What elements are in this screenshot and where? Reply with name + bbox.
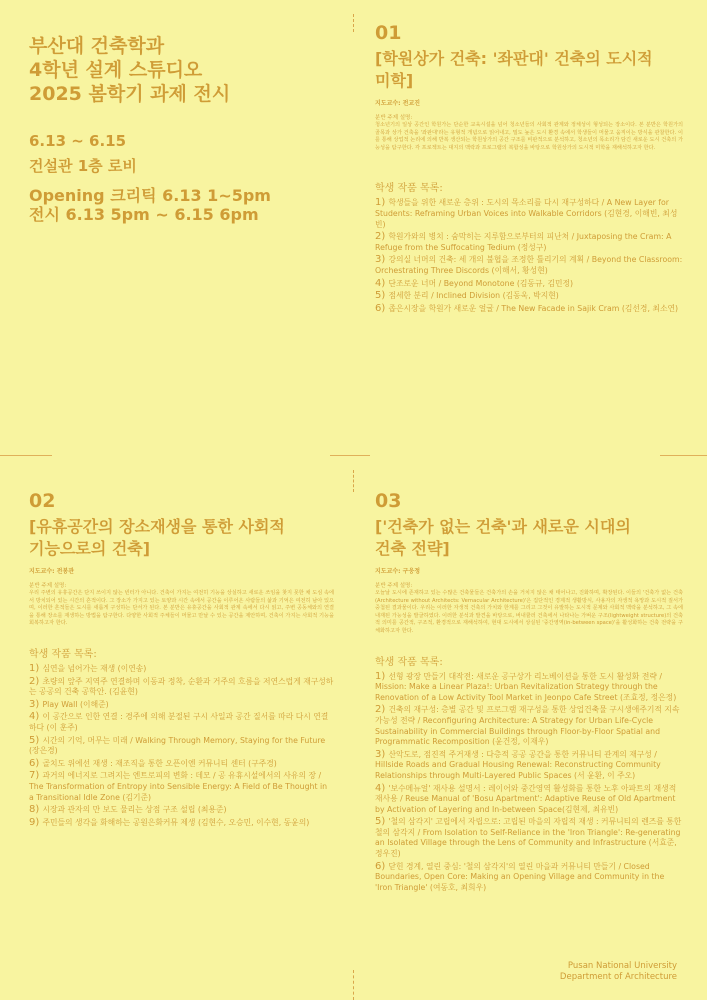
section-title-line: 미학] [375, 71, 414, 90]
work-item: 3) 산악도로, 점진적 주거재생 : 다층적 공공 공간을 통한 커뮤니티 관계의 재구성 / Hillside Roads and Gradual Housing Renewal: Reconstructing Community Relationships through Multi-Layered Public Spaces (서 윤환, 이 주오) [375, 748, 661, 780]
section-title-line: [학원상가 건축: '좌판대' 건축의 도시적 [375, 49, 653, 68]
divider [353, 470, 354, 492]
section-number: 01 [375, 22, 402, 44]
section-professor: 지도교수: 전교진 [375, 100, 421, 107]
works-list-label: 학생 작품 목록: [375, 656, 443, 668]
work-item: 6) 골치도 위에선 재생 : 재조직을 통한 오픈이엔 커뮤니티 센터 (구주경) [29, 757, 277, 769]
section-description-label: 분반 주제 설명: [29, 583, 67, 589]
work-item: 3) Play Wall (이해준) [29, 698, 109, 710]
divider [0, 455, 52, 456]
work-item: 2) 학원가와의 병치 : 숨막히는 지루함으로부터의 피난처 / Juxtaposing the Cram: A Refuge from the Suffocating Tedium (정성구) [375, 231, 672, 252]
work-item: 6) 좁은시장을 학원가 새로운 얼굴 / The New Facade in Sajik Cram (김선경, 최소연) [375, 302, 679, 314]
footer-institution [437, 961, 677, 983]
divider [353, 14, 354, 32]
section-professor: 지도교수: 구웅정 [375, 568, 421, 575]
work-item: 5) 시간의 기억, 머무는 미래 / Walking Through Memory, Staying for the Future (장은경) [29, 734, 326, 756]
work-item: 8) 시장과 관자의 만 보도 물리는 상점 구조 설립 (최용준) [29, 804, 227, 816]
exhibition-time: 전시 6.13 5pm ~ 6.15 6pm [29, 205, 259, 224]
work-item: 4) 이 공간으로 인한 연결 : 경주에 의해 분절된 구시 사일과 공간 질서를 따라 다시 연결하다 (이 훈주) [29, 711, 329, 732]
department-name: Department of Architecture [559, 972, 677, 982]
exhibition-header [29, 34, 329, 224]
section-description-label: 분반 주제 설명: [375, 115, 413, 121]
exhibition-date: 6.13 ~ 6.15 [29, 132, 127, 150]
work-item: 4) '보수메뉴얼' 재사용 설명서 : 레이어와 중간영역 활성화를 통한 노후 아파트의 재생적 재사용 / Reuse Manual of 'Bosu Apartment': Adaptive Reuse of Old Apartment by Activation of Layering and In-between Space(김현제, 최유빈) [375, 782, 677, 814]
header-title-line: 부산대 건축학과 [29, 35, 165, 57]
divider [353, 970, 354, 1000]
work-item: 9) 주민들의 생각을 화해하는 공원은화커뮤 제생 (김현수, 오승민, 이수현, 동윤의) [29, 816, 310, 828]
section-01 [375, 22, 683, 316]
section-number: 03 [375, 490, 402, 512]
section-description: 청소년기의 일상 공간인 학원가는 단순한 교육시설을 넘어 청소년들의 사회적 관계와 정체성이 형성되는 장소이다. 본 분반은 학원가의 골목과 상가 건축을 '좌판대'라는 유형적 개념으로 읽어내고, 밀도 높은 도시 환경 속에서 학생들이 머물고 움직이는 방식을 관찰한다. 이를 통해 상업적 논리에 의해 반복 생산되는 학원상가의 공간 구조를 비판적으로 분석하고, 청소년의 목소리가 담긴 새로운 도시 건축의 가능성을 탐구한다. 각 프로젝트는 대지의 맥락과 프로그램의 복합성을 바탕으로 학원상가의 도시적 미학을 재해석하고자 한다. [375, 122, 683, 151]
section-title-line: 건축 전략] [375, 539, 450, 558]
section-professor: 지도교수: 전봉관 [29, 568, 75, 575]
section-03 [375, 490, 683, 895]
exhibition-venue: 건설관 1층 로비 [29, 157, 137, 175]
divider [660, 455, 707, 456]
header-title-line: 4학년 설계 스튜디오 [29, 59, 203, 81]
section-title-line: [유휴공간의 장소재생을 통한 사회적 [29, 517, 285, 536]
work-item: 6) 닫힌 경계, 열린 중심: '철의 삼각지'의 열린 마을과 커뮤니티 만들기 / Closed Boundaries, Open Core: Making an Opening Village and Community in the 'Iron Triangle' (여동호, 최희우) [375, 860, 665, 892]
divider [330, 455, 370, 456]
university-name: Pusan National University [567, 961, 677, 971]
section-02 [29, 490, 334, 830]
section-number: 02 [29, 490, 56, 512]
work-item: 4) 단조로운 너머 / Beyond Monotone (김동규, 김민정) [375, 277, 574, 289]
work-item: 5) '철의 삼각지' 고립에서 자립으로: 고립된 마을의 자립적 재생 : 커뮤니티의 렌즈를 통한 철의 삼각지 / From Isolation to Self-Reliance in the 'Iron Triangle': Re-generating an Isolated Village through the Lens of Community and Infrastructure (서효준, 정우진) [375, 816, 682, 859]
work-item: 3) 강의실 너머의 건축: 세 개의 불협을 조정한 틀리기의 계획 / Beyond the Classroom: Orchestrating Three Discords (이해서, 황성현) [375, 254, 683, 275]
section-title-line: 기능으로의 건축] [29, 539, 151, 558]
header-title-line: 2025 봄학기 과제 전시 [29, 83, 231, 105]
work-item: 5) 점세한 분리 / Inclined Division (김동욱, 박지현) [375, 290, 559, 302]
section-description: 우리 주변의 유휴공간은 단지 쓰이지 않는 빈터가 아니다. 건축이 가지는 여전히 기능을 상실하고 새로운 쓰임을 찾지 못한 채 도심 속에서 방치되어 있는 시간의 흔적이다. 그 장소가 가지고 있는 토양과 시간 속에서 공간을 이루어온 사람들의 삶과 기억은 여전히 남아 있으며, 이러한 흔적들은 도시를 새롭게 구성하는 단서가 된다. 본 분반은 유휴공간을 사회적 관계 속에서 다시 읽고, 주변 공동체와의 연결을 통해 장소를 재생하는 방법을 탐구한다. 다양한 사회적 주체들이 머물고 만날 수 있는 공간을 제안하며, 건축이 가지는 사회적 기능을 회복하고자 한다. [29, 590, 334, 627]
work-item: 7) 과거의 에너지로 그려지는 엔트로피의 변화 : 데모 / 공 유휴시설에서의 사유의 장 / The Transformation of Entropy into Sensible Energy: A Field of Be Thought in a Transitional Idle Zone (김기준) [29, 770, 328, 802]
work-item: 2) 초량의 앞주 지역주 연결하며 이동과 정착, 순환과 거주의 흐름을 저연스럽게 재구성하는 공공의 건축 공학안. (김윤현) [29, 675, 334, 697]
section-title-line: ['건축가 없는 건축'과 새로운 시대의 [375, 517, 631, 536]
work-item: 1) 선형 광장 만들기 대작전: 새로운 공구상가 리노베이션을 통한 도시 활성화 전략 / Mission: Make a Linear Plaza!: Urban Revitalization Strategy through the Renovation of a Low Activity Tool Market in Jeonpo Cafe Street (조효정, 정은정) [375, 670, 677, 702]
section-description-label: 분반 주제 설명: [375, 583, 413, 589]
work-item: 1) 심연을 넘어가는 재생 (이연송) [29, 662, 147, 674]
works-list-label: 학생 작품 목록: [375, 183, 443, 195]
work-item: 2) 건축의 재구성: 층별 공간 및 프로그램 재구성을 통한 상업건축물 구시생애주기적 지속가능성 전략 / Reconfiguring Architecture: A Strategy for Urban Life-Cycle Sustainability in Commercial Buildings through Floor-by-Floor Spatial and Programmatic Recomposition (윤건정, 이재우) [375, 704, 680, 747]
works-list-label: 학생 작품 목록: [29, 648, 97, 660]
work-item: 1) 학생들을 위한 새로운 층위 : 도시의 목소리를 다시 재구성하다 / A New Layer for Students: Reframing Urban Voices into Walkable Corridors (김현경, 이해빈, 최성빈) [375, 197, 678, 229]
section-description: 오늘날 도시에 존재하고 있는 수많은 건축물들은 건축가의 손을 거치지 않은 채 태어나고, 진화하며, 확장된다. 이들의 '건축가 없는 건축(Architecture without Architects: Vernacular Architecture)'은 집단적인 경제적 생활방식, 사용자의 자생적 욕망과 도시적 질서가 중첩된 결과물이다. 우리는 이러한 자생적 건축의 가치와 한계를 그리고 그것이 유발하는 도시적 문제와 사회적 맥락을 분석하고, 그 속에 내재된 가능성을 발굴하였다. 이러한 분석과 발견을 바탕으로, 버내큘러 건축에서 나타나는 가벼운 구조(lightweight structure)의 건축적 의미를 공간적, 구조적, 환경적으로 재해석하여, 현대 도시에서 상실된 '중간영역(in-between space)'을 활성화하는 건축 전략을 구체화하고자 한다. [375, 590, 683, 634]
opening-time: Opening 크리틱 6.13 1~5pm [29, 186, 271, 205]
